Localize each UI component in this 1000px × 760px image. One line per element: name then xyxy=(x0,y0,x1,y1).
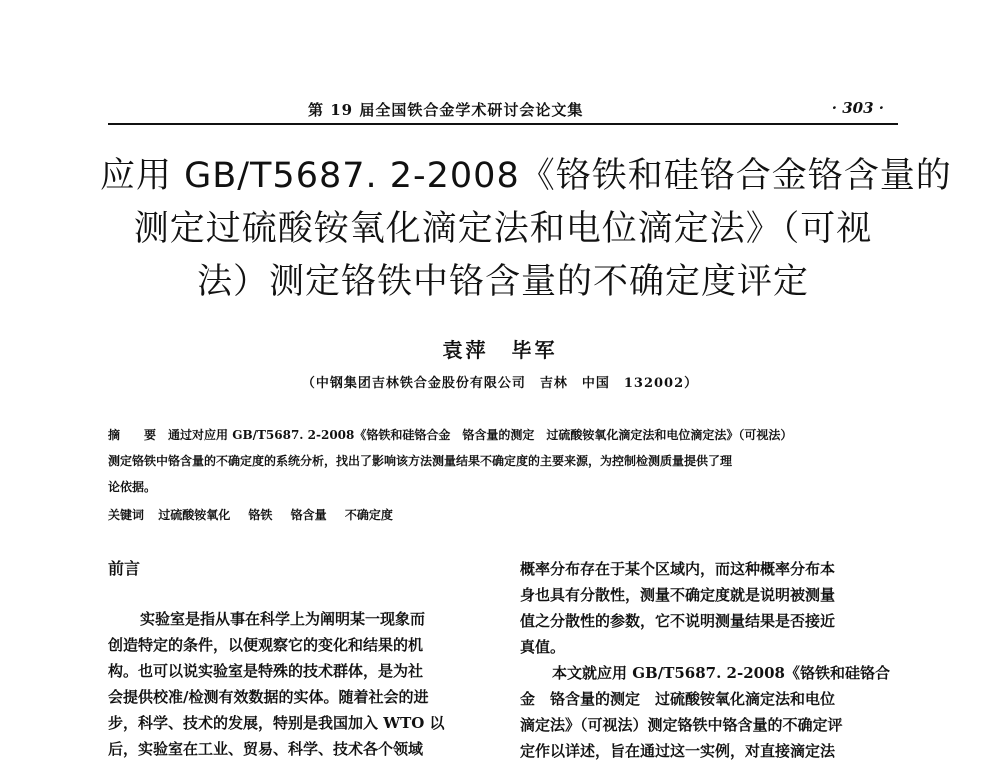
keyword: 过硫酸铵氧化 xyxy=(158,508,231,522)
keyword: 铬铁 xyxy=(248,508,273,522)
title-line: 测定过硫酸铵氧化滴定法和电位滴定法》（可视 xyxy=(133,209,873,249)
abstract-line: 测定铬铁中铬含量的不确定度的系统分析，找出了影响该方法测量结果不确定度的主要来源，为控制检测质量提供了理 xyxy=(108,454,733,468)
authors: 袁萍 毕军 xyxy=(442,338,558,362)
text-line: 步，科学、技术的发展，特别是我国加入 WTO 以 xyxy=(108,714,445,732)
text-line: 概率分布存在于某个区域内，而这种概率分布本 xyxy=(520,560,836,578)
abstract xyxy=(108,424,900,502)
abstract-line: 通过对应用 GB/T5687. 2-2008《铬铁和硅铬合金 铬含量的测定 过硫酸铵氧化滴定法和电位滴定法》（可视法） xyxy=(168,428,793,442)
paragraph xyxy=(520,556,898,760)
abstract-label: 摘 要 xyxy=(108,428,163,442)
keyword: 不确定度 xyxy=(344,508,393,522)
keywords xyxy=(108,505,900,525)
keywords-label: 关键词 xyxy=(108,508,145,522)
text-line: 会提供校准/检测有效数据的实体。随着社会的进 xyxy=(108,688,429,706)
text-line: 值之分散性的参数，它不说明测量结果是否接近 xyxy=(520,612,836,630)
text-line: 金 铬含量的测定 过硫酸铵氧化滴定法和电位 xyxy=(520,690,836,708)
title-line: 应用 GB/T5687. 2-2008《铬铁和硅铬合金铬含量的 xyxy=(100,156,952,196)
text-line: 构。也可以说实验室是特殊的技术群体，是为社 xyxy=(108,662,424,680)
paper-title xyxy=(100,150,952,309)
paragraph xyxy=(108,606,486,760)
left-column xyxy=(108,556,486,760)
text-line: 身也具有分散性，测量不确定度就是说明被测量 xyxy=(520,586,836,604)
text-line: 创造特定的条件，以便观察它的变化和结果的机 xyxy=(108,636,424,654)
abstract-line: 论依据。 xyxy=(108,480,157,494)
text-line: 真值。 xyxy=(520,638,566,656)
section-title-preface: 前言 xyxy=(108,559,141,578)
title-line: 法）测定铬铁中铬含量的不确定度评定 xyxy=(196,262,809,302)
running-head xyxy=(108,99,898,125)
text-line: 实验室是指从事在科学上为阐明某一现象而 xyxy=(140,610,426,628)
affiliation: （中钢集团吉林铁合金股份有限公司 吉林 中国 132002） xyxy=(301,376,699,391)
page-number: · 303 · xyxy=(831,99,884,117)
running-head-title: 第 19 届全国铁合金学术研讨会论文集 xyxy=(308,101,584,119)
header-rule xyxy=(108,123,898,125)
right-column xyxy=(520,556,898,760)
keyword: 铬含量 xyxy=(290,508,327,522)
text-line: 定作以详述，旨在通过这一实例，对直接滴定法 xyxy=(520,742,836,760)
text-line: 本文就应用 GB/T5687. 2-2008《铬铁和硅铬合 xyxy=(552,664,890,682)
text-line: 滴定法》（可视法）测定铬铁中铬含量的不确定评 xyxy=(520,716,843,734)
text-line: 后，实验室在工业、贸易、科学、技术各个领域 xyxy=(108,740,424,758)
